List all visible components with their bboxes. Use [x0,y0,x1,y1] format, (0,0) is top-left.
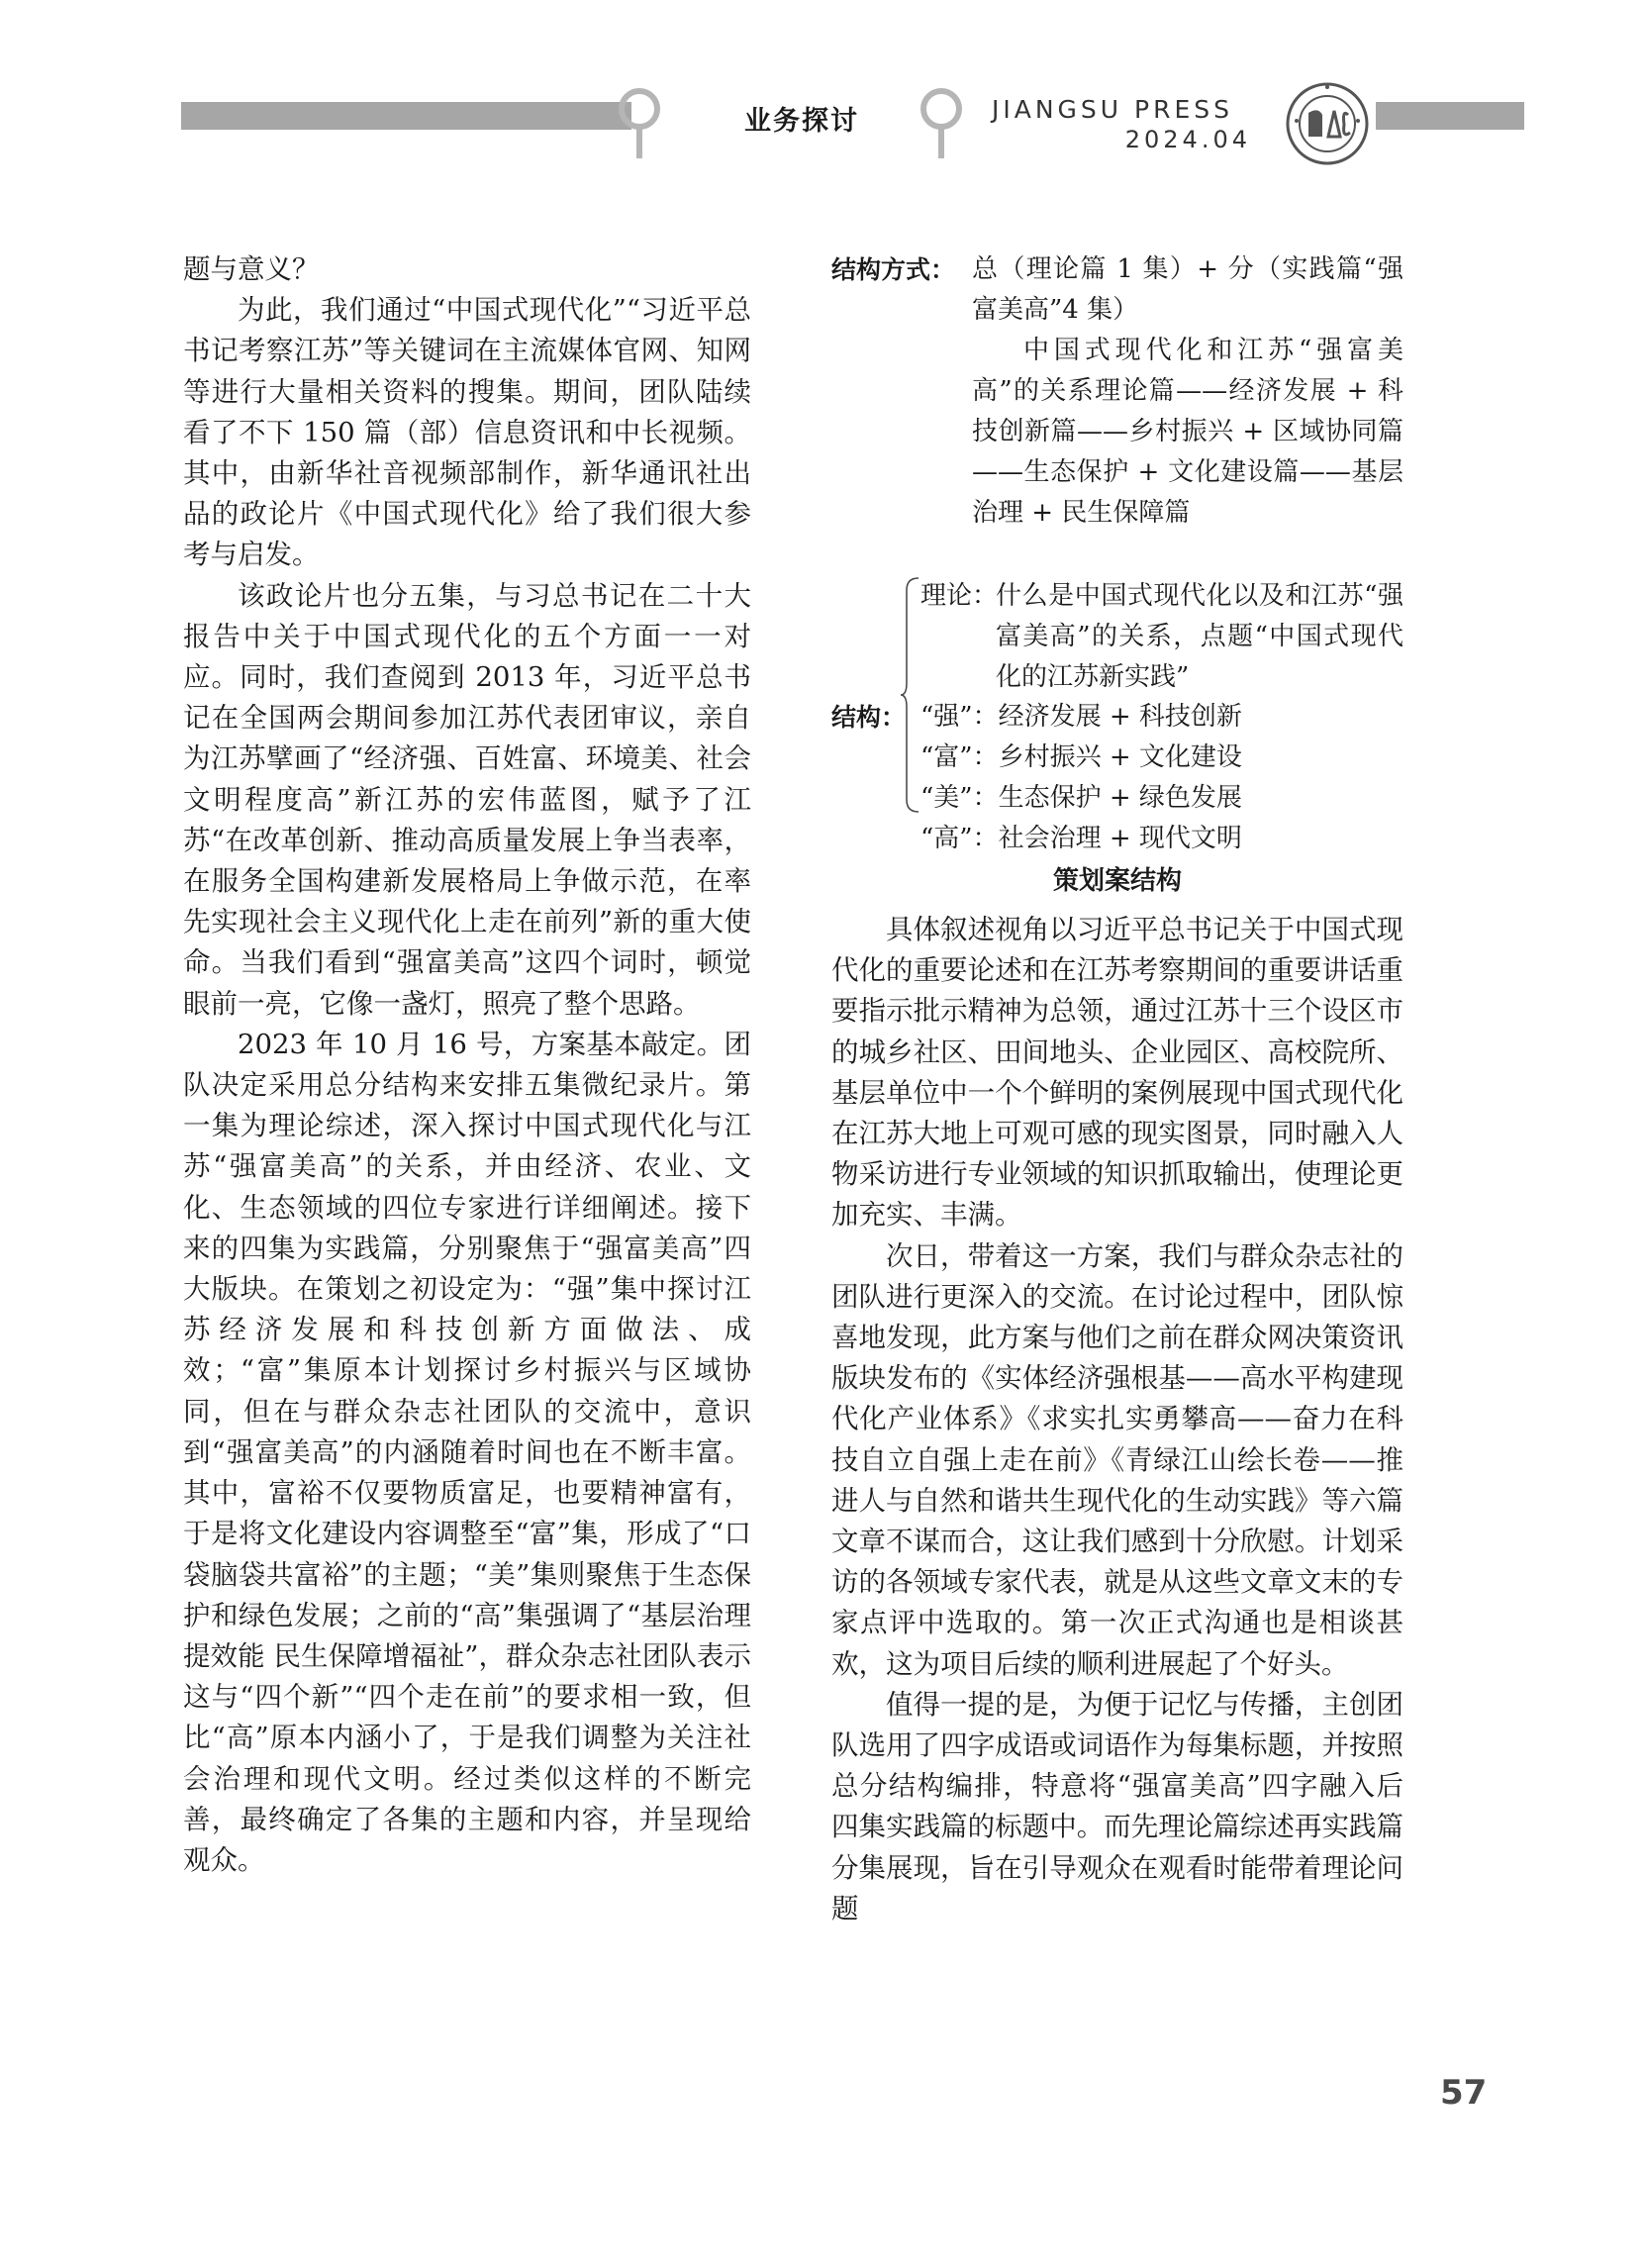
paragraph: 该政论片也分五集，与习总书记在二十大报告中关于中国式现代化的五个方面一一对应。同时，我们查阅到 2013 年，习近平总书记在全国两会期间参加江苏代表团审议，亲自为江苏擘画了“经济强、百姓富、环境美、社会文明程度高”新江苏的宏伟蓝图，赋予了江苏“在改革创新、推动高质量发展上争当表率，在服务全国构建新发展格局上争做示范，在率先实现社会主义现代化上走在前列”新的重大使命。当我们看到“强富美高”这四个词时，顿觉眼前一亮，它像一盏灯，照亮了整个思路。 [183,579,751,1020]
method-detail: 中国式现代化和江苏“强富美高”的关系理论篇——经济发展 + 科技创新篇——乡村振兴 + 区域协同篇——生态保护 + 文化建设篇——基层治理 + 民生保障篇 [972,336,1403,528]
pillar-value: 乡村振兴 + 文化建设 [998,742,1242,772]
pillar-item [920,697,1242,738]
paragraph: 2023 年 10 月 16 号，方案基本敲定。团队决定采用总分结构来安排五集微纪录片。第一集为理论综述，深入探讨中国式现代化与江苏“强富美高”的关系，并由经济、农业、文化、生态领域的四位专家进行详细阐述。接下来的四集为实践篇，分别聚焦于“强富美高”四大版块。在策划之初设定为：“强”集中探讨江苏经济发展和科技创新方面做法、成效；“富”集原本计划探讨乡村振兴与区域协同，但在与群众杂志社团队的交流中，意识到“强富美高”的内涵随着时间也在不断丰富。其中，富裕不仅要物质富足，也要精神富有，于是将文化建设内容调整至“富”集，形成了“口袋脑袋共富裕”的主题；“美”集则聚焦于生态保护和绿色发展；之前的“高”集强调了“基层治理提效能 民生保障增福祉”，群众杂志社团队表示这与“四个新”“四个走在前”的要求相一致，但比“高”原本内涵小了，于是我们调整为关注社会治理和现代文明。经过类似这样的不断完善，最终确定了各集的主题和内容，并呈现给观众。 [183,1028,751,1876]
method-text: 总（理论篇 1 集）+ 分（实践篇“强富美高”4 集） [972,254,1403,325]
journal-seal-logo [1285,81,1370,166]
pin-icon [916,85,967,160]
theory-text: 什么是中国式现代化以及和江苏“强富美高”的关系，点题“中国式现代化的江苏新实践” [996,581,1403,692]
pillar-key: “强”： [920,702,999,732]
journal-masthead [992,95,1259,154]
pillar-key: “富”： [920,742,999,772]
pillar-value: 社会治理 + 现代文明 [998,824,1242,853]
pillar-key: “高”： [920,824,999,853]
section-title: 业务探讨 [744,106,859,137]
paragraph: 值得一提的是，为便于记忆与传播，主创团队选用了四字成语或词语作为每集标题，并按照总分结构编排，特意将“强富美高”四字融入后四集实践篇的标题中。而先理论篇综述再实践篇分集展现，旨在引导观众在观看时能带着理论问题 [831,1688,1403,1924]
page-number: 57 [1440,2073,1488,2113]
diagram-caption: 策划案结构 [1052,866,1182,896]
paragraph: 为此，我们通过“中国式现代化”“习近平总书记考察江苏”等关键词在主流媒体官网、知网等进行大量相关资料的搜集。期间，团队陆续看了不下 150 篇（部）信息资讯和中长视频。其中，由新华社音视频部制作，新华通讯社出品的政论片《中国式现代化》给了我们很大参考与启发。 [183,294,751,571]
pin-icon [614,85,665,160]
pillar-item [920,738,1242,778]
pillar-item [920,819,1242,859]
paragraph: 题与意义？ [183,253,320,285]
issue-number: 2024.04 [1124,126,1251,153]
right-column [831,249,1403,1929]
pillar-item [920,778,1242,819]
pillar-key: “美”： [920,783,999,813]
brace-bracket [901,576,920,814]
theory-label: 理论： [920,581,999,611]
paragraph: 次日，带着这一方案，我们与群众杂志社的团队进行更深入的交流。在讨论过程中，团队惊喜地发现，此方案与他们之前在群众网决策资讯版块发布的《实体经济强根基——高水平构建现代化产业体系》《求实扎实勇攀高——奋力在科技自立自强上走在前》《青绿江山绘长卷——推进人与自然和谐共生现代化的生动实践》等六篇文章不谋而合，这让我们感到十分欣慰。计划采访的各领域专家代表，就是从这些文章文末的专家点评中选取的。第一次正式沟通也是相谈甚欢，这为项目后续的顺利进展起了个好头。 [831,1239,1403,1680]
header-bar-right [1376,102,1524,130]
header-bar-left [181,102,631,130]
pillar-value: 生态保护 + 绿色发展 [998,783,1242,813]
left-column [183,249,751,1881]
structure-diagram [831,249,1403,855]
method-label: 结构方式： [831,255,956,284]
structure-label: 结构： [831,703,907,732]
journal-name: JIANGSU PRESS [992,95,1234,124]
paragraph: 具体叙述视角以习近平总书记关于中国式现代化的重要论述和在江苏考察期间的重要讲话重要指示批示精神为总领，通过江苏十三个设区市的城乡社区、田间地头、企业园区、高校院所、基层单位中一个个鲜明的案例展现中国式现代化在江苏大地上可观可感的现实图景，同时融入人物采访进行专业领域的知识抓取输出，使理论更加充实、丰满。 [831,914,1403,1232]
pillar-value: 经济发展 + 科技创新 [998,702,1242,732]
